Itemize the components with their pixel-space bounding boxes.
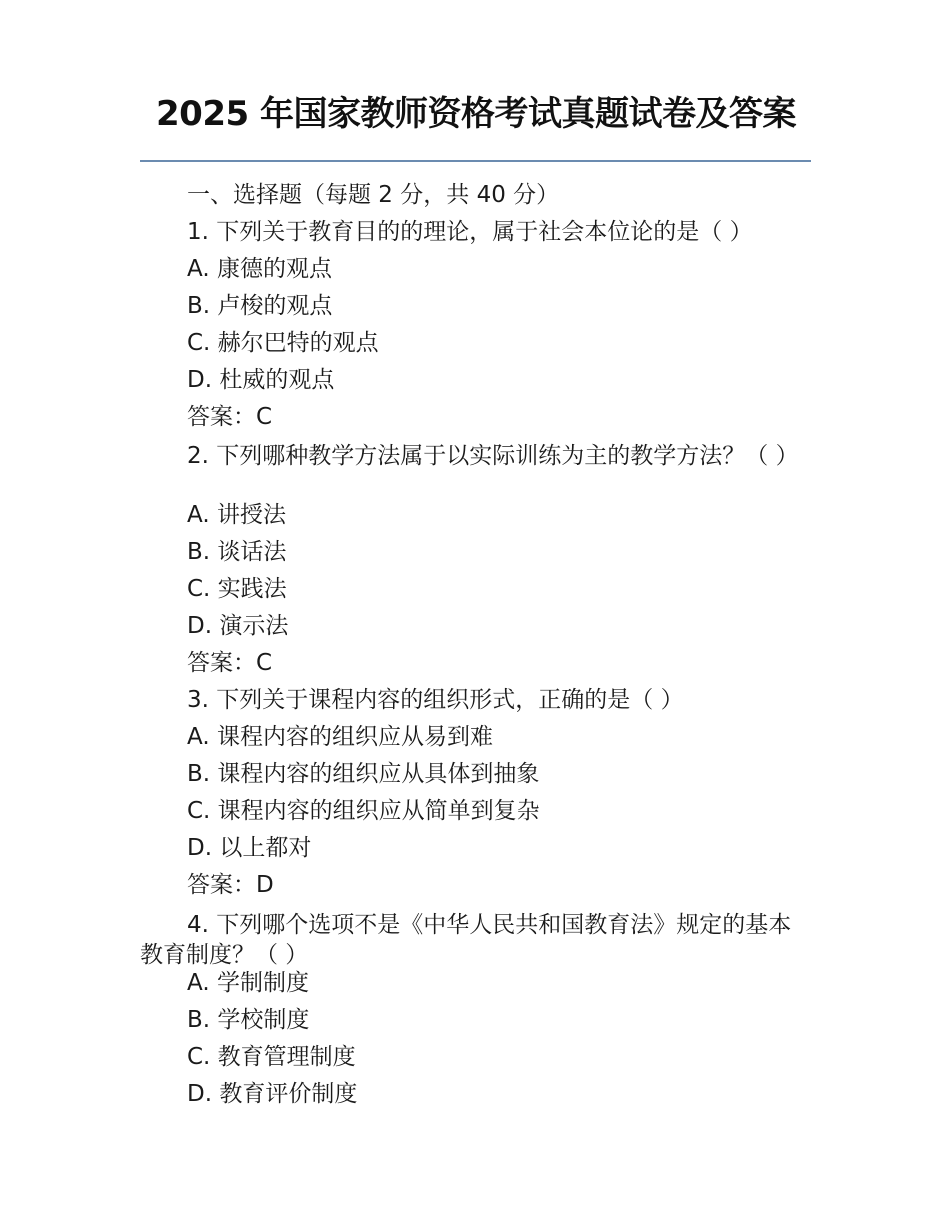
question-3-answer: 答案：D <box>187 872 274 898</box>
question-2-option-c: C. 实践法 <box>187 576 287 602</box>
question-1-stem: 1. 下列关于教育目的的理论，属于社会本位论的是（ ） <box>187 219 753 245</box>
question-3-option-d: D. 以上都对 <box>187 835 312 861</box>
question-1-option-d: D. 杜威的观点 <box>187 367 335 393</box>
question-4-option-a: A. 学制制度 <box>187 970 309 996</box>
question-1-option-c: C. 赫尔巴特的观点 <box>187 330 379 356</box>
title-divider <box>140 160 811 162</box>
question-2-option-b: B. 谈话法 <box>187 539 287 565</box>
question-2-option-d: D. 演示法 <box>187 613 289 639</box>
question-3-option-b: B. 课程内容的组织应从具体到抽象 <box>187 761 540 787</box>
question-4-option-d: D. 教育评价制度 <box>187 1081 358 1107</box>
question-4-stem: 4. 下列哪个选项不是《中华人民共和国教育法》规定的基本教育制度？（ ） <box>140 912 792 968</box>
question-3-stem: 3. 下列关于课程内容的组织形式，正确的是（ ） <box>187 687 684 713</box>
document-title: 2025 年国家教师资格考试真题试卷及答案 <box>156 94 796 134</box>
question-2-stem: 2. 下列哪种教学方法属于以实际训练为主的教学方法？（ ） <box>187 443 799 469</box>
question-2-answer: 答案：C <box>187 650 273 676</box>
question-3-option-c: C. 课程内容的组织应从简单到复杂 <box>187 798 540 824</box>
section-heading: 一、选择题（每题 2 分，共 40 分） <box>187 182 560 208</box>
question-4-option-b: B. 学校制度 <box>187 1007 310 1033</box>
question-1-answer: 答案：C <box>187 404 273 430</box>
question-2-option-a: A. 讲授法 <box>187 502 286 528</box>
question-1-option-b: B. 卢梭的观点 <box>187 293 333 319</box>
question-1-option-a: A. 康德的观点 <box>187 256 332 282</box>
question-3-option-a: A. 课程内容的组织应从易到难 <box>187 724 493 750</box>
question-4-option-c: C. 教育管理制度 <box>187 1044 356 1070</box>
